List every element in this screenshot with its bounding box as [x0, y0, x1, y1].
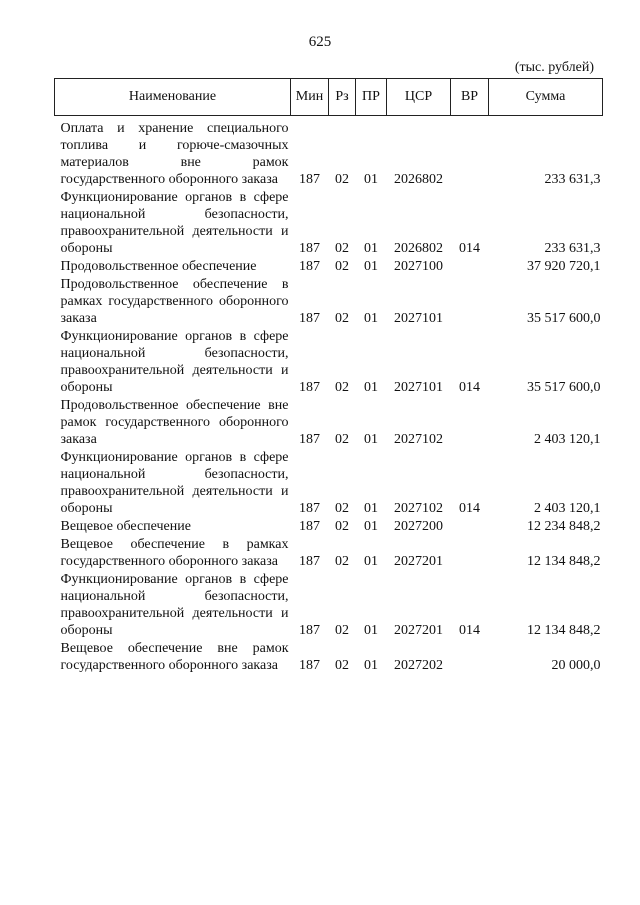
row-sum: 20 000,0	[551, 658, 601, 673]
row-pr: 01	[364, 172, 378, 187]
row-csr: 2027202	[394, 658, 443, 673]
header-rz: Рз	[329, 79, 356, 116]
header-sum: Сумма	[489, 79, 603, 116]
row-name: Вещевое обеспечение в рамках государственного оборонного заказа	[60, 537, 289, 569]
row-rz: 02	[335, 623, 349, 638]
row-sum: 12 134 848,2	[527, 554, 601, 569]
table-row	[55, 397, 603, 449]
row-csr: 2027102	[394, 432, 443, 447]
table-row	[55, 536, 603, 571]
header-vr: ВР	[451, 79, 489, 116]
row-csr: 2027201	[394, 554, 443, 569]
row-rz: 02	[335, 259, 349, 274]
table-row	[55, 328, 603, 397]
row-pr: 01	[364, 241, 378, 256]
row-name: Вещевое обеспечение	[60, 519, 191, 534]
row-pr: 01	[364, 623, 378, 638]
row-sum: 12 134 848,2	[527, 623, 601, 638]
table-row	[55, 640, 603, 675]
row-name: Функционирование органов в сфере национальной безопасности, правоохранительной деятельности и обороны	[60, 450, 289, 516]
row-csr: 2027201	[394, 623, 443, 638]
row-pr: 01	[364, 311, 378, 326]
row-sum: 2 403 120,1	[534, 501, 601, 516]
budget-table	[54, 78, 603, 675]
row-pr: 01	[364, 259, 378, 274]
row-rz: 02	[335, 554, 349, 569]
row-csr: 2026802	[394, 172, 443, 187]
row-rz: 02	[335, 658, 349, 673]
row-vr	[451, 518, 489, 536]
row-csr: 2027100	[394, 259, 443, 274]
row-min: 187	[299, 241, 320, 256]
row-pr: 01	[364, 658, 378, 673]
row-sum: 35 517 600,0	[527, 311, 601, 326]
row-name: Функционирование органов в сфере национальной безопасности, правоохранительной деятельности и обороны	[60, 329, 289, 395]
row-sum: 37 920 720,1	[527, 259, 601, 274]
row-min: 187	[299, 554, 320, 569]
row-rz: 02	[335, 311, 349, 326]
row-vr: 014	[459, 241, 480, 256]
row-vr	[451, 276, 489, 328]
row-min: 187	[299, 380, 320, 395]
units-label: (тыс. рублей)	[514, 60, 594, 75]
table-row	[55, 518, 603, 536]
row-min: 187	[299, 432, 320, 447]
row-csr: 2026802	[394, 241, 443, 256]
row-min: 187	[299, 501, 320, 516]
header-min: Мин	[291, 79, 329, 116]
row-sum: 2 403 120,1	[534, 432, 601, 447]
table-row	[55, 258, 603, 276]
row-vr	[451, 258, 489, 276]
row-vr	[451, 536, 489, 571]
row-vr	[451, 397, 489, 449]
row-vr: 014	[459, 380, 480, 395]
header-name: Наименование	[55, 79, 291, 116]
row-pr: 01	[364, 380, 378, 395]
row-csr: 2027101	[394, 311, 443, 326]
header-csr: ЦСР	[387, 79, 451, 116]
row-name: Оплата и хранение специального топлива и горюче-смазочных материалов вне рамок государственного оборонного заказа	[60, 121, 289, 187]
table-header	[55, 79, 603, 116]
row-rz: 02	[335, 432, 349, 447]
page-number: 625	[308, 34, 332, 50]
row-min: 187	[299, 519, 320, 534]
table-row	[55, 116, 603, 190]
row-rz: 02	[335, 380, 349, 395]
row-min: 187	[299, 311, 320, 326]
header-pr: ПР	[356, 79, 387, 116]
row-name: Продовольственное обеспечение	[60, 259, 257, 274]
row-name: Вещевое обеспечение вне рамок государственного оборонного заказа	[60, 641, 289, 673]
row-pr: 01	[364, 432, 378, 447]
row-pr: 01	[364, 519, 378, 534]
row-vr: 014	[459, 623, 480, 638]
row-csr: 2027102	[394, 501, 443, 516]
table-row	[55, 276, 603, 328]
row-csr: 2027200	[394, 519, 443, 534]
row-min: 187	[299, 623, 320, 638]
row-name: Функционирование органов в сфере национальной безопасности, правоохранительной деятельности и обороны	[60, 190, 289, 256]
table-row	[55, 449, 603, 518]
row-sum: 233 631,3	[544, 241, 601, 256]
row-sum: 233 631,3	[544, 172, 601, 187]
table-row	[55, 571, 603, 640]
row-csr: 2027101	[394, 380, 443, 395]
row-name: Продовольственное обеспечение вне рамок государственного оборонного заказа	[60, 398, 289, 447]
table-body	[55, 116, 603, 676]
row-sum: 12 234 848,2	[527, 519, 601, 534]
row-min: 187	[299, 658, 320, 673]
row-min: 187	[299, 172, 320, 187]
row-pr: 01	[364, 501, 378, 516]
row-rz: 02	[335, 501, 349, 516]
row-rz: 02	[335, 172, 349, 187]
row-name: Функционирование органов в сфере национальной безопасности, правоохранительной деятельности и обороны	[60, 572, 289, 638]
row-pr: 01	[364, 554, 378, 569]
row-sum: 35 517 600,0	[527, 380, 601, 395]
row-vr	[451, 640, 489, 675]
row-min: 187	[299, 259, 320, 274]
row-name: Продовольственное обеспечение в рамках государственного оборонного заказа	[60, 277, 289, 326]
table-row	[55, 189, 603, 258]
row-vr	[451, 116, 489, 190]
row-rz: 02	[335, 519, 349, 534]
row-vr: 014	[459, 501, 480, 516]
row-rz: 02	[335, 241, 349, 256]
